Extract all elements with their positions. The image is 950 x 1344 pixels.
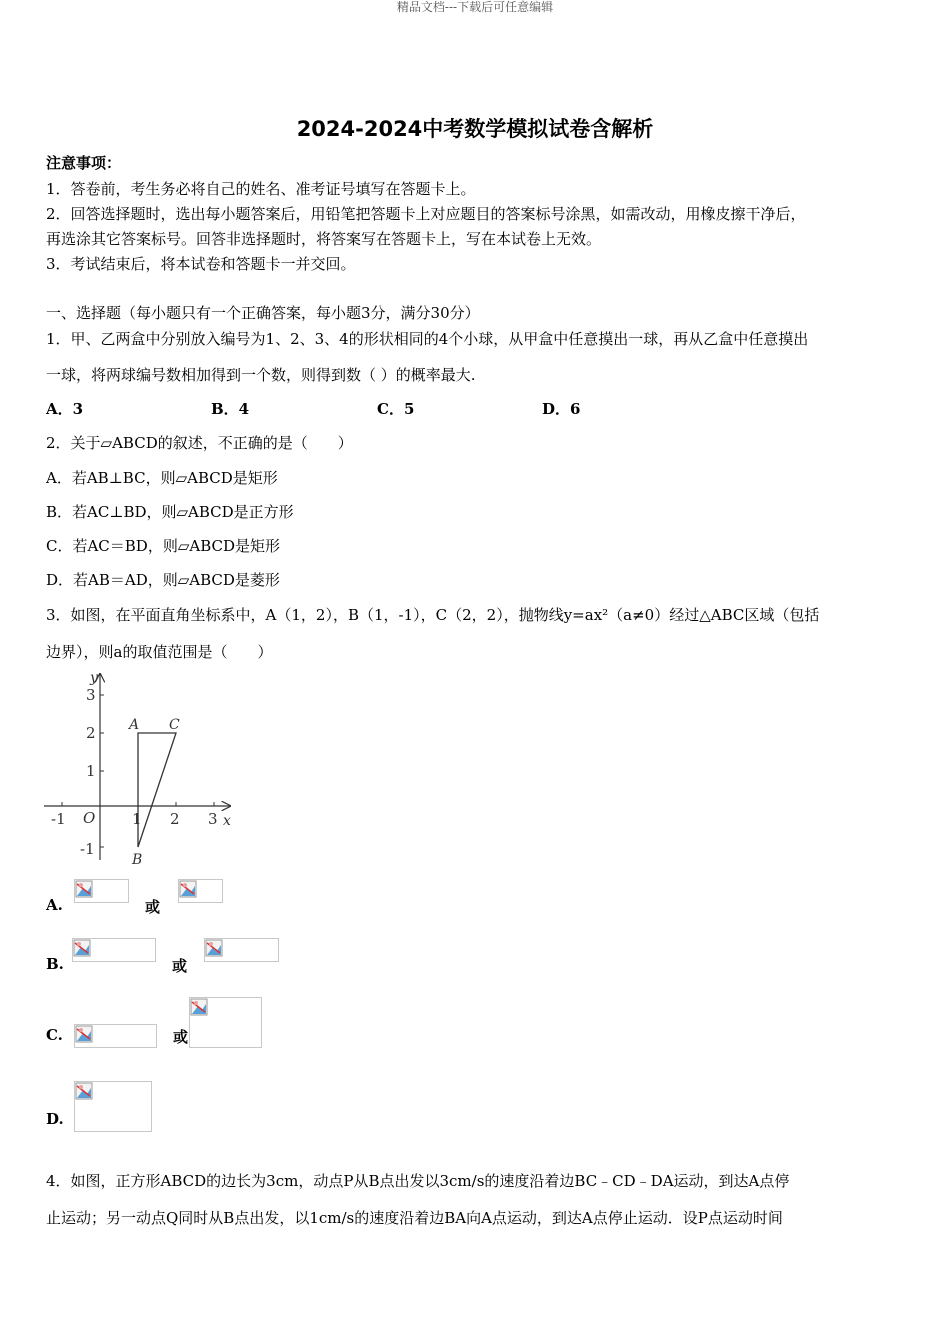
notice-heading: 注意事项：: [46, 154, 122, 172]
q2-stem: 2．关于▱ABCD的叙述，不正确的是（ ）: [46, 434, 353, 452]
q2-option-c: C．若AC＝BD，则▱ABCD是矩形: [46, 537, 281, 555]
q1-stem-line2: 一球，将两球编号数相加得到一个数，则得到数（ ）的概率最大.: [46, 366, 476, 384]
notice-item-2b: 再选涂其它答案标号。回答非选择题时，将答案写在答题卡上，写在本试卷上无效。: [46, 230, 602, 248]
y-tick-label: 3: [86, 686, 96, 704]
point-a-label: A: [129, 717, 140, 733]
x-tick-label: -1: [51, 810, 66, 828]
broken-image-icon: [73, 939, 91, 957]
formula-image: [204, 938, 279, 962]
or-text: 或: [173, 1028, 189, 1046]
q3-stem-line2: 边界），则a的取值范围是（ ）: [46, 643, 273, 661]
q1-option-c: C．5: [377, 400, 415, 418]
q1-option-a: A．3: [46, 400, 84, 418]
y-tick-label: 1: [86, 762, 96, 780]
q3-coordinate-graph: [40, 668, 240, 868]
formula-image: [74, 879, 129, 903]
formula-image: [72, 938, 156, 962]
broken-image-icon: [75, 1082, 93, 1100]
broken-image-icon: [75, 880, 93, 898]
or-text: 或: [145, 898, 161, 916]
notice-item-1: 1．答卷前，考生务必将自己的姓名、准考证号填写在答题卡上。: [46, 180, 476, 198]
q3-option-b-label: B.: [46, 955, 64, 973]
q1-stem-line1: 1．甲、乙两盒中分别放入编号为1、2、3、4的形状相同的4个小球，从甲盒中任意摸出一球，再从乙盒中任意摸出: [46, 330, 809, 348]
q3-option-d-label: D.: [46, 1110, 64, 1128]
formula-image: [178, 879, 223, 903]
q3-stem-line1: 3．如图，在平面直角坐标系中，A（1，2），B（1，-1），C（2，2），抛物线y=ax²（a≠0）经过△ABC区域（包括: [46, 606, 820, 624]
formula-image: [74, 1081, 152, 1132]
q2-option-d: D．若AB＝AD，则▱ABCD是菱形: [46, 571, 280, 589]
q3-option-c-label: C.: [46, 1026, 63, 1044]
y-axis-label: y: [90, 670, 98, 686]
y-tick-label: 2: [86, 724, 96, 742]
y-tick-label: -1: [80, 840, 95, 858]
point-c-label: C: [169, 717, 180, 733]
q2-option-b: B．若AC⊥BD，则▱ABCD是正方形: [46, 503, 294, 521]
broken-image-icon: [190, 998, 208, 1016]
x-axis-label: x: [223, 813, 231, 829]
x-tick-label: 2: [170, 810, 180, 828]
x-tick-label: 3: [208, 810, 218, 828]
broken-image-icon: [75, 1025, 93, 1043]
section-heading: 一、选择题（每小题只有一个正确答案，每小题3分，满分30分）: [46, 304, 480, 322]
origin-label: O: [83, 809, 96, 827]
formula-image: [74, 1024, 157, 1048]
or-text: 或: [172, 957, 188, 975]
q4-stem-line2: 止运动；另一动点Q同时从B点出发，以1cm/s的速度沿着边BA向A点运动，到达A点停止运动．设P点运动时间: [46, 1209, 783, 1227]
x-tick-label: 1: [132, 810, 142, 828]
triangle-abc: [138, 733, 176, 847]
q1-option-b: B．4: [211, 400, 250, 418]
formula-image: [189, 997, 262, 1048]
notice-item-2a: 2．回答选择题时，选出每小题答案后，用铅笔把答题卡上对应题目的答案标号涂黑，如需改动，用橡皮擦干净后，: [46, 205, 806, 223]
broken-image-icon: [179, 880, 197, 898]
q4-stem-line1: 4．如图，正方形ABCD的边长为3cm，动点P从B点出发以3cm/s的速度沿着边BC﹣CD﹣DA运动，到达A点停: [46, 1172, 790, 1190]
q3-option-a-label: A.: [46, 896, 63, 914]
point-b-label: B: [132, 852, 143, 868]
page-title: 2024-2024中考数学模拟试卷含解析: [296, 117, 654, 141]
page-header: 精品文档---下载后可任意编辑: [396, 0, 554, 14]
q1-option-d: D．6: [542, 400, 581, 418]
q2-option-a: A．若AB⊥BC，则▱ABCD是矩形: [46, 469, 278, 487]
notice-item-3: 3．考试结束后，将本试卷和答题卡一并交回。: [46, 255, 356, 273]
broken-image-icon: [205, 939, 223, 957]
